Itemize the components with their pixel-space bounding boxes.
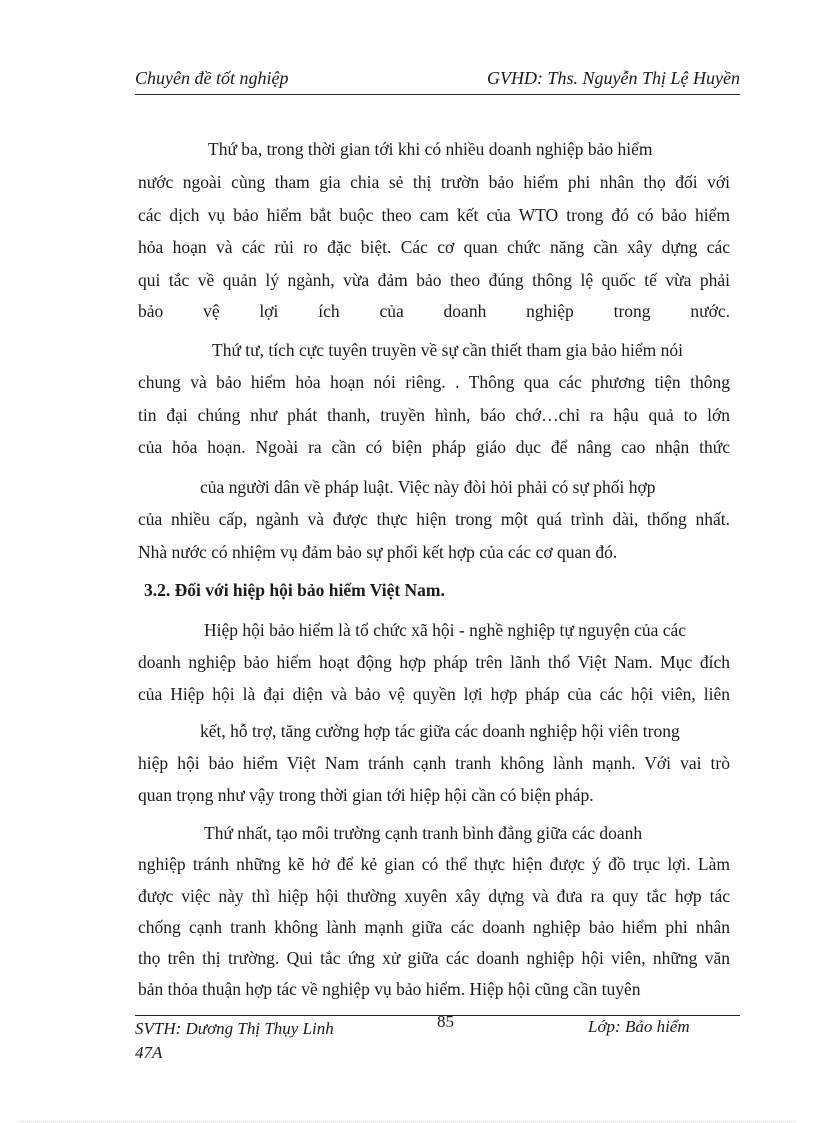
body-line: kết, hỗ trợ, tăng cường hợp tác giữa các doanh nghiệp hội viên trong [200, 721, 680, 741]
body-line: Nhà nước có nhiệm vụ đảm bảo sự phối kết hợp của các cơ quan đó. [138, 542, 618, 562]
section-heading: 3.2. Đối với hiệp hội bảo hiểm Việt Nam. [144, 580, 445, 600]
body-line: qui tắc về quản lý ngành, vừa đảm bảo theo đúng thông lệ quốc tế vừa phải [138, 270, 730, 290]
body-line: Thứ tư, tích cực tuyên truyền về sự cần thiết tham gia bảo hiểm nói [212, 340, 683, 360]
footer-student-class: 47A [135, 1043, 163, 1062]
body-line: bảo vệ lợi ích của doanh nghiệp trong nước. [138, 301, 730, 321]
body-line: chống cạnh tranh không lành mạnh giữa các doanh nghiệp bảo hiểm phi nhân [138, 917, 730, 937]
header-supervisor: GVHD: Ths. Nguyễn Thị Lệ Huyền [487, 68, 740, 88]
body-line: của Hiệp hội là đại diện và bảo vệ quyền lợi hợp pháp của các hội viên, liên [138, 684, 730, 704]
body-line: của nhiều cấp, ngành và được thực hiện trong một quá trình dài, thống nhất. [138, 509, 730, 529]
footer-student-name: SVTH: Dương Thị Thụy Linh [135, 1019, 334, 1038]
body-line: nghiệp tránh những kẽ hở để kẻ gian có thể thực hiện được ý đồ trục lợi. Làm [138, 854, 730, 874]
footer-class: Lớp: Bảo hiểm [588, 1017, 690, 1036]
body-line: doanh nghiệp bảo hiểm hoạt động hợp pháp trên lãnh thổ Việt Nam. Mục đích [138, 652, 730, 672]
body-line: Thứ ba, trong thời gian tới khi có nhiều doanh nghiệp bảo hiểm [208, 139, 653, 159]
body-line: Thứ nhất, tạo môi trường cạnh tranh bình đẳng giữa các doanh [204, 823, 643, 843]
body-line: tin đại chúng như phát thanh, truyền hình, báo chớ…chỉ ra hậu quả to lớn [138, 405, 730, 425]
body-line: thọ trên thị trường. Qui tắc ứng xử giữa các doanh nghiệp hội viên, những văn [138, 948, 730, 968]
footer-student [135, 1017, 334, 1065]
body-line: của người dân về pháp luật. Việc này đòi hỏi phải có sự phối hợp [200, 477, 656, 497]
body-line: nước ngoài cùng tham gia chia sẻ thị trườn bảo hiểm phi nhân thọ đối với [138, 172, 730, 192]
body-line: bản thỏa thuận hợp tác về nghiệp vụ bảo hiểm. Hiệp hội cũng cần tuyên [138, 979, 641, 999]
body-line: các dịch vụ bảo hiểm bắt buộc theo cam kết của WTO trong đó có bảo hiểm [138, 205, 730, 225]
page-edge-divider [20, 1121, 796, 1122]
page-number: 85 [437, 1012, 454, 1031]
body-line: quan trọng như vậy trong thời gian tới hiệp hội cần có biện pháp. [138, 785, 594, 805]
body-line: hỏa hoạn và các rủi ro đặc biệt. Các cơ quan chức năng cần xây dựng các [138, 237, 730, 257]
body-line: được việc này thì hiệp hội thường xuyên xây dựng và đưa ra quy tắc hợp tác [138, 886, 730, 906]
body-line: hiệp hội bảo hiểm Việt Nam tránh cạnh tranh không lành mạnh. Với vai trò [138, 753, 730, 773]
body-line: của hỏa hoạn. Ngoài ra cần có biện pháp giáo dục để nâng cao nhận thức [138, 437, 730, 457]
page-header [135, 68, 740, 95]
body-line: chung và bảo hiểm hỏa hoạn nói riêng. . Thông qua các phương tiện thông [138, 372, 730, 392]
header-title: Chuyên đề tốt nghiệp [135, 68, 289, 88]
body-line: Hiệp hội bảo hiểm là tổ chức xã hội - nghề nghiệp tự nguyện của các [204, 620, 687, 640]
